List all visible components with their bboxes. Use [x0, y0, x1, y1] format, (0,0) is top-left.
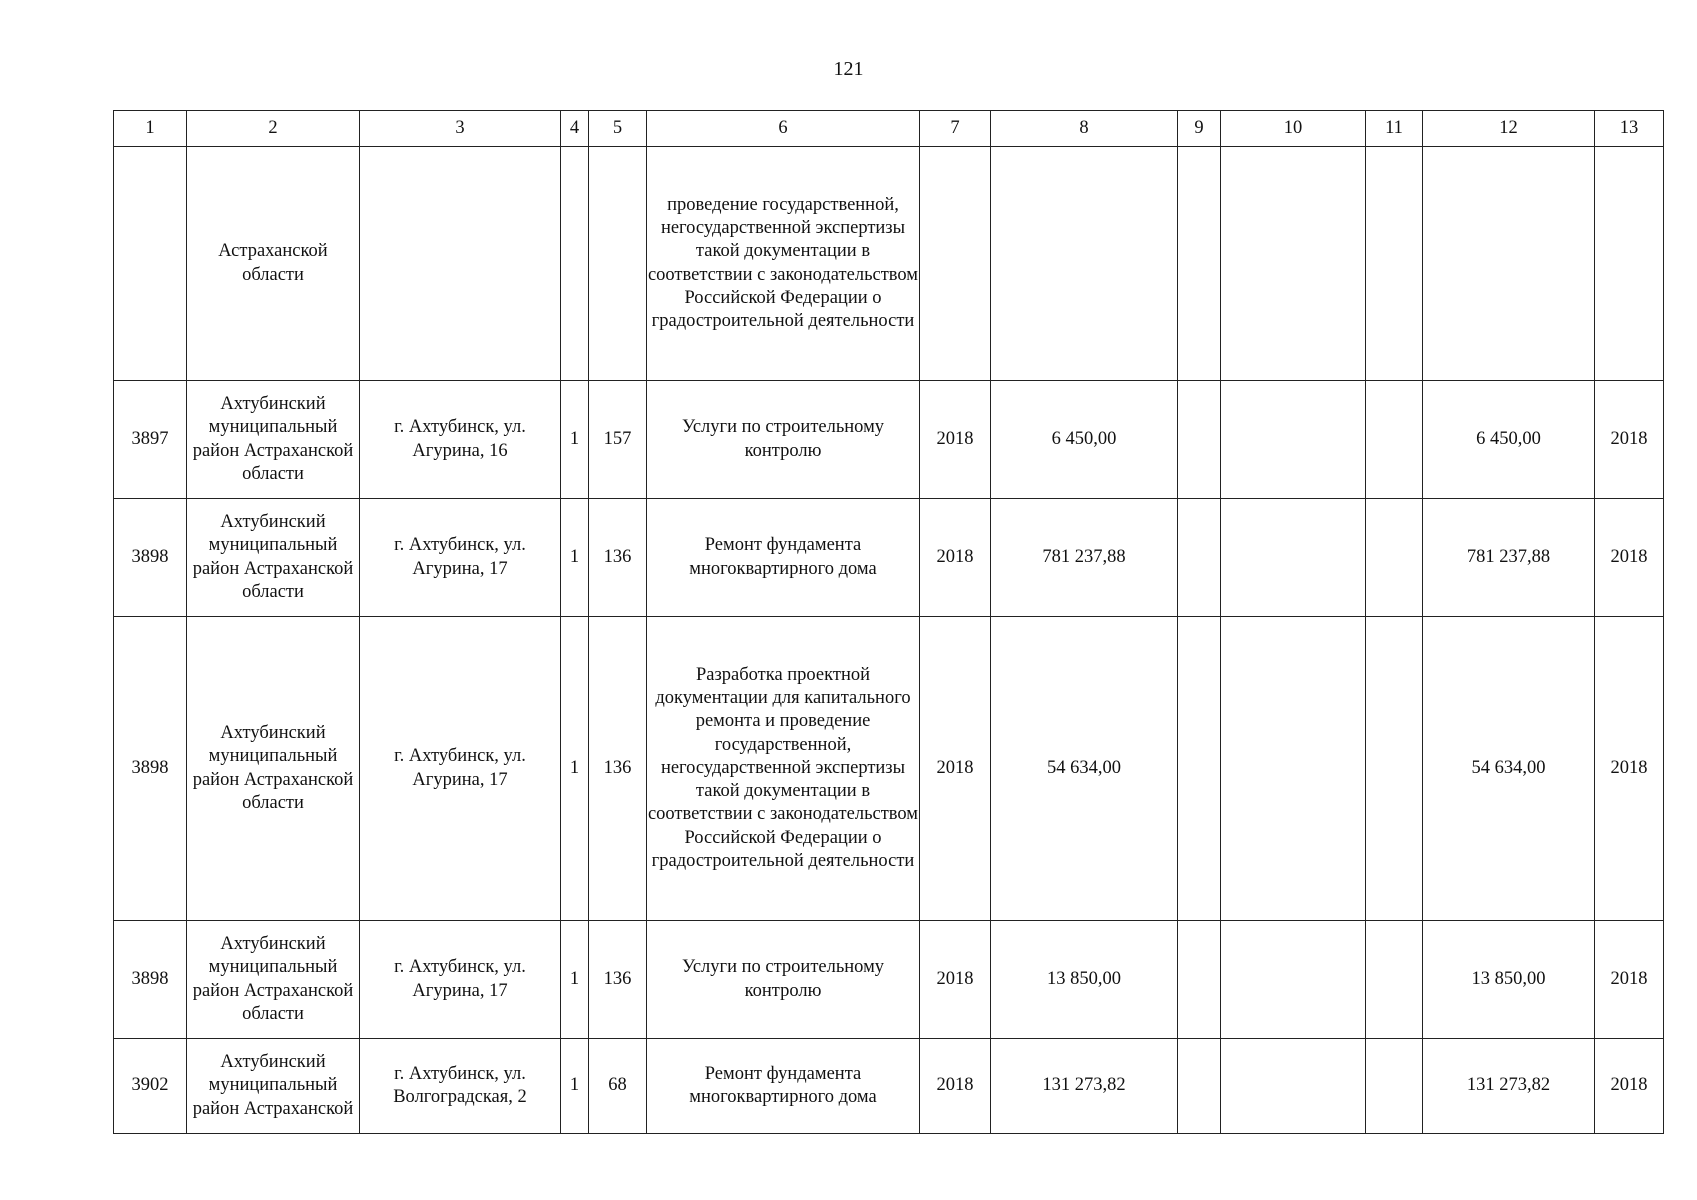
- col12-cell: [1423, 147, 1595, 381]
- col9-cell: [1178, 1039, 1221, 1134]
- address-cell: г. Ахтубинск, ул. Волгоградская, 2: [360, 1039, 561, 1134]
- column-header: 6: [647, 111, 920, 147]
- total-cost-cell: 54 634,00: [991, 617, 1178, 921]
- work-type-cell: Ремонт фундамента многоквартирного дома: [647, 499, 920, 617]
- work-type-cell: Разработка проектной документации для капитального ремонта и проведение государственной, негосударственной экспертизы такой документации в соответствии с законодательством Российской Федерации о градостроительной деятельности: [647, 617, 920, 921]
- total-cost-cell: 13 850,00: [991, 921, 1178, 1039]
- municipality-cell: Ахтубинский муниципальный район Астраханской: [187, 1039, 360, 1134]
- col13-cell: [1595, 147, 1664, 381]
- col13-cell: 2018: [1595, 1039, 1664, 1134]
- col12-cell: 781 237,88: [1423, 499, 1595, 617]
- column-header: 11: [1366, 111, 1423, 147]
- continuation-row: [114, 147, 1664, 381]
- address-cell: г. Ахтубинск, ул. Агурина, 17: [360, 921, 561, 1039]
- col10-cell: [1221, 921, 1366, 1039]
- col5-cell: 136: [589, 617, 647, 921]
- col12-cell: 13 850,00: [1423, 921, 1595, 1039]
- col9-cell: [1178, 147, 1221, 381]
- row-number-cell: 3898: [114, 617, 187, 921]
- col11-cell: [1366, 499, 1423, 617]
- col12-cell: 6 450,00: [1423, 381, 1595, 499]
- col13-cell: 2018: [1595, 499, 1664, 617]
- row-number-cell: 3902: [114, 1039, 187, 1134]
- col13-cell: 2018: [1595, 921, 1664, 1039]
- col12-cell: 54 634,00: [1423, 617, 1595, 921]
- col9-cell: [1178, 921, 1221, 1039]
- col5-cell: 136: [589, 921, 647, 1039]
- year-cell: 2018: [920, 617, 991, 921]
- table-row: [114, 921, 1664, 1039]
- work-type-cell: Услуги по строительному контролю: [647, 921, 920, 1039]
- year-cell: 2018: [920, 1039, 991, 1134]
- column-header: 9: [1178, 111, 1221, 147]
- col13-cell: 2018: [1595, 381, 1664, 499]
- row-number-cell: 3897: [114, 381, 187, 499]
- col11-cell: [1366, 147, 1423, 381]
- address-cell: г. Ахтубинск, ул. Агурина, 16: [360, 381, 561, 499]
- col10-cell: [1221, 499, 1366, 617]
- column-header: 2: [187, 111, 360, 147]
- col11-cell: [1366, 1039, 1423, 1134]
- col9-cell: [1178, 617, 1221, 921]
- year-cell: 2018: [920, 921, 991, 1039]
- col10-cell: [1221, 1039, 1366, 1134]
- col11-cell: [1366, 617, 1423, 921]
- total-cost-cell: 781 237,88: [991, 499, 1178, 617]
- year-cell: [920, 147, 991, 381]
- row-number-cell: 3898: [114, 499, 187, 617]
- table-row: [114, 1039, 1664, 1134]
- col10-cell: [1221, 617, 1366, 921]
- total-cost-cell: 6 450,00: [991, 381, 1178, 499]
- column-number-header-row: [114, 111, 1664, 147]
- col11-cell: [1366, 921, 1423, 1039]
- col4-cell: 1: [561, 617, 589, 921]
- year-cell: 2018: [920, 499, 991, 617]
- column-header: 3: [360, 111, 561, 147]
- col4-cell: 1: [561, 1039, 589, 1134]
- col5-cell: 157: [589, 381, 647, 499]
- column-header: 5: [589, 111, 647, 147]
- col13-cell: 2018: [1595, 617, 1664, 921]
- total-cost-cell: [991, 147, 1178, 381]
- address-cell: [360, 147, 561, 381]
- table-row: [114, 617, 1664, 921]
- capital-repair-table: [113, 110, 1664, 1134]
- col5-cell: 136: [589, 499, 647, 617]
- column-header: 8: [991, 111, 1178, 147]
- work-type-cell: проведение государственной, негосударственной экспертизы такой документации в соответствии с законодательством Российской Федерации о градостроительной деятельности: [647, 147, 920, 381]
- col4-cell: [561, 147, 589, 381]
- municipality-cell: Астраханской области: [187, 147, 360, 381]
- column-header: 7: [920, 111, 991, 147]
- work-type-cell: Ремонт фундамента многоквартирного дома: [647, 1039, 920, 1134]
- col10-cell: [1221, 381, 1366, 499]
- column-header: 10: [1221, 111, 1366, 147]
- column-header: 13: [1595, 111, 1664, 147]
- col10-cell: [1221, 147, 1366, 381]
- total-cost-cell: 131 273,82: [991, 1039, 1178, 1134]
- col4-cell: 1: [561, 381, 589, 499]
- municipality-cell: Ахтубинский муниципальный район Астраханской области: [187, 617, 360, 921]
- col11-cell: [1366, 381, 1423, 499]
- column-header: 12: [1423, 111, 1595, 147]
- table-row: [114, 381, 1664, 499]
- address-cell: г. Ахтубинск, ул. Агурина, 17: [360, 499, 561, 617]
- col4-cell: 1: [561, 499, 589, 617]
- col12-cell: 131 273,82: [1423, 1039, 1595, 1134]
- municipality-cell: Ахтубинский муниципальный район Астраханской области: [187, 921, 360, 1039]
- municipality-cell: Ахтубинский муниципальный район Астраханской области: [187, 381, 360, 499]
- work-type-cell: Услуги по строительному контролю: [647, 381, 920, 499]
- col9-cell: [1178, 499, 1221, 617]
- column-header: 1: [114, 111, 187, 147]
- column-header: 4: [561, 111, 589, 147]
- col5-cell: 68: [589, 1039, 647, 1134]
- col4-cell: 1: [561, 921, 589, 1039]
- year-cell: 2018: [920, 381, 991, 499]
- row-number-cell: [114, 147, 187, 381]
- col5-cell: [589, 147, 647, 381]
- row-number-cell: 3898: [114, 921, 187, 1039]
- page-number: 121: [833, 58, 864, 80]
- address-cell: г. Ахтубинск, ул. Агурина, 17: [360, 617, 561, 921]
- table-row: [114, 499, 1664, 617]
- col9-cell: [1178, 381, 1221, 499]
- municipality-cell: Ахтубинский муниципальный район Астраханской области: [187, 499, 360, 617]
